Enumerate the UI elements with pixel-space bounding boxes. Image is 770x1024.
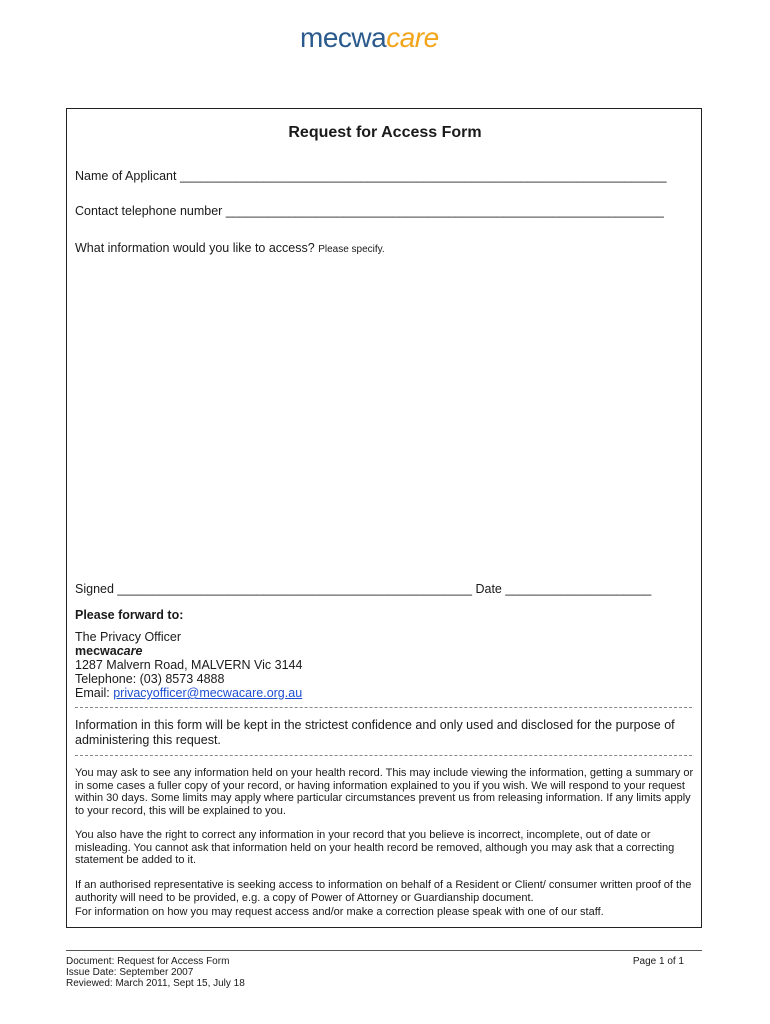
signature-row[interactable]	[75, 582, 651, 596]
correction-info-paragraph: You also have the right to correct any information in your record that you believe is incorrect, incomplete, out of date or misleading. You cannot ask that information held on your health record be removed, although you may ask that a correcting statement be added to it.	[75, 829, 675, 866]
info-request-hint: Please specify.	[318, 244, 385, 255]
telephone-number: Telephone: (03) 8573 4888	[75, 672, 225, 686]
divider	[75, 707, 692, 708]
form-title: Request for Access Form	[288, 124, 482, 141]
applicant-name-label: Name of Applicant	[75, 169, 177, 183]
access-info-paragraph: You may ask to see any information held on your health record. This may include viewing the information, getting a summary or in some cases a fuller copy of your record, or having information explained to you if you wish. We will respond to your request within 30 days. Some limits may apply where particular circumstances prevent us from releasing information. If any limits apply to your record, this will be explained to you.	[75, 767, 694, 817]
mecwacare-logo	[300, 22, 439, 54]
logo-text-care: care	[386, 22, 439, 53]
email-link[interactable]: privacyofficer@mecwacare.org.au	[113, 686, 303, 700]
representative-info-paragraph: If an authorised representative is seeking access to information on behalf of a Resident or Client/ consumer written proof of the authority will need to be provided, e.g. a copy of Power of Attorney or Guardianship document.	[75, 879, 692, 904]
footer-document: Document: Request for Access Form	[66, 956, 230, 967]
org-name-part2: care	[116, 644, 143, 658]
staff-contact-paragraph: For information on how you may request access and/or make a correction please speak with one of our staff.	[75, 906, 604, 918]
footer-info	[66, 956, 245, 989]
footer-issue-date: Issue Date: September 2007	[66, 967, 194, 978]
footer-divider	[66, 950, 702, 951]
divider	[75, 755, 692, 756]
organisation-name	[75, 644, 142, 658]
email-label: Email:	[75, 686, 110, 700]
page-number: Page 1 of 1	[632, 956, 684, 967]
contact-phone-label: Contact telephone number	[75, 204, 223, 218]
privacy-officer-role: The Privacy Officer	[75, 630, 182, 644]
date-line[interactable]: _____________________	[505, 582, 652, 596]
applicant-name-field[interactable]	[75, 169, 667, 183]
email-row	[75, 686, 302, 700]
logo-text-mecwa: mecwa	[300, 22, 387, 53]
signed-label: Signed	[75, 582, 114, 596]
org-name-part1: mecwa	[75, 644, 117, 658]
contact-phone-field[interactable]	[75, 204, 664, 218]
postal-address: 1287 Malvern Road, MALVERN Vic 3144	[75, 658, 303, 672]
info-request-label: What information would you like to access?	[75, 241, 315, 255]
date-label: Date	[475, 582, 502, 596]
signed-line[interactable]: ___________________________________________________	[117, 582, 472, 596]
contact-phone-line[interactable]: _______________________________________________________________	[225, 204, 664, 218]
footer-reviewed: Reviewed: March 2011, Sept 15, July 18	[66, 978, 245, 989]
confidentiality-note: Information in this form will be kept in the strictest confidence and only used and disclosed for the purpose of administering this request.	[75, 718, 675, 747]
applicant-name-line[interactable]: ______________________________________________________________________	[179, 169, 667, 183]
forward-heading: Please forward to:	[75, 608, 184, 622]
info-request-field[interactable]	[75, 241, 385, 255]
